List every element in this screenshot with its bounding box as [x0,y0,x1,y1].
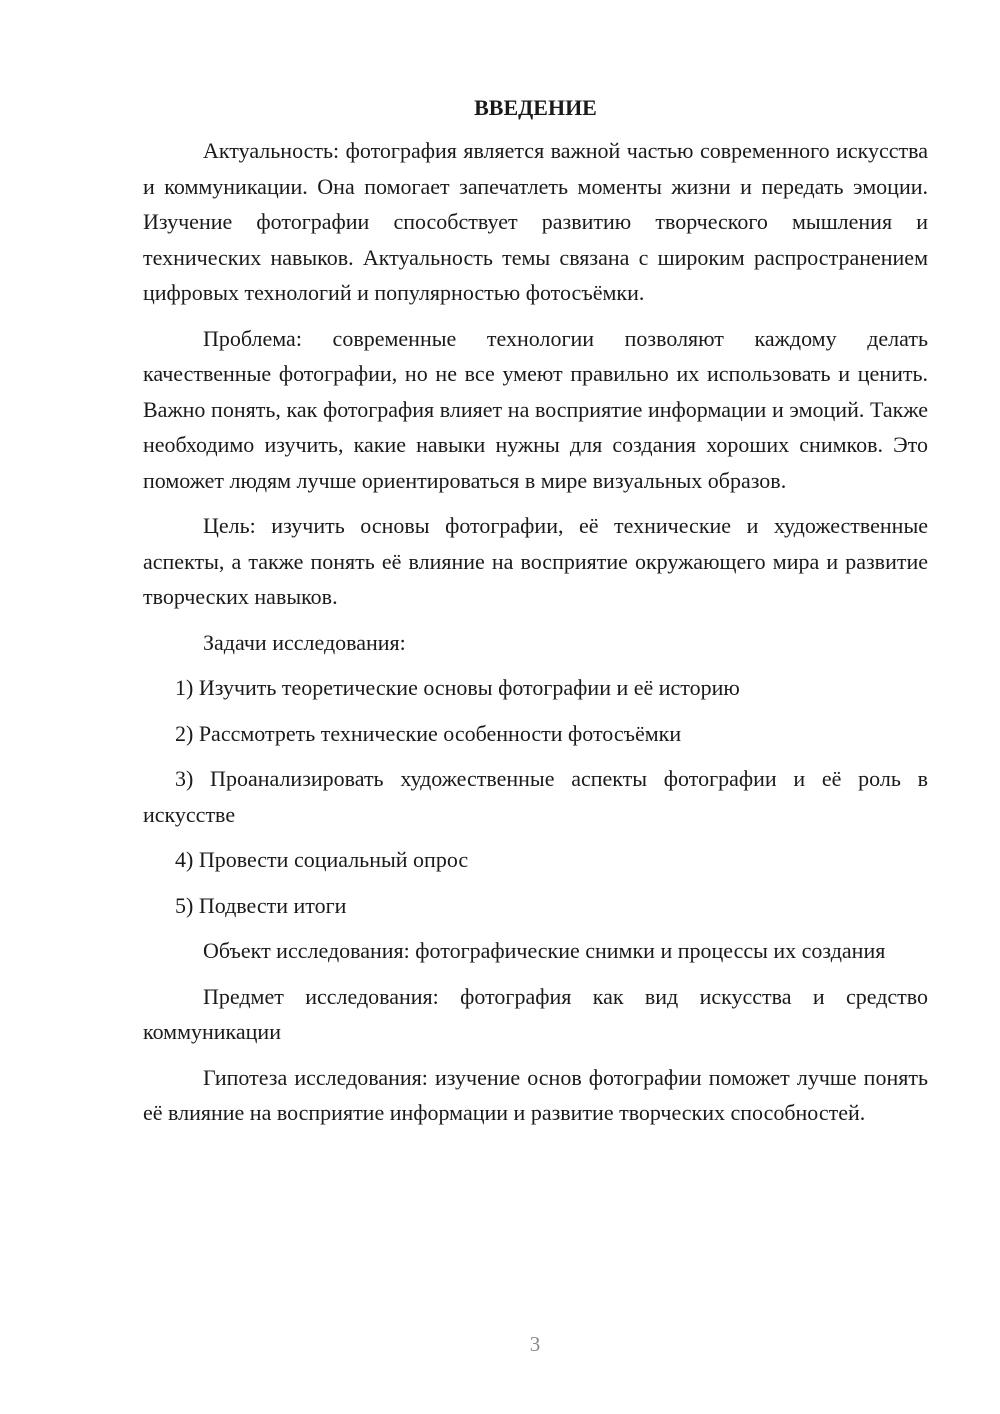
task-item: 5) Подвести итоги [175,892,347,918]
document-page [143,90,928,1141]
task-item: 4) Провести социальный опрос [175,847,469,872]
object-paragraph: Объект исследования: фотографические снимки и процессы их создания [203,938,886,963]
hypothesis-paragraph: Гипотеза исследования: изучение основ фотографии поможет лучше понять её влияние на восприятие информации и развитие творческих способностей. [143,1064,928,1125]
section-heading: ВВЕДЕНИЕ [474,95,597,120]
goal-paragraph: Цель: изучить основы фотографии, её технические и художественные аспекты, а также понять её влияние на восприятие окружающего мира и развитие творческих навыков. [143,513,928,609]
task-item: 3) Проанализировать художественные аспекты фотографии и её роль в искусстве [143,766,928,827]
task-item: 2) Рассмотреть технические особенности фотосъёмки [175,720,682,746]
problem-paragraph: Проблема: современные технологии позволяют каждому делать качественные фотографии, но не все умеют правильно их использовать и ценить. Важно понять, как фотография влияет на восприятие информации и эмоций. Также необходимо изучить, какие навыки нужны для создания хороших снимков. Это поможет людям лучше ориентироваться в мире визуальных образов. [143,325,928,493]
subject-paragraph: Предмет исследования: фотография как вид искусства и средство коммуникации [143,983,928,1044]
page-number: 3 [529,1332,541,1356]
relevance-paragraph: Актуальность: фотография является важной частью современного искусства и коммуникации. Она помогает запечатлеть моменты жизни и передать эмоции. Изучение фотографии способствует развитию творческого мышления и технических навыков. Актуальность темы связана с широким распространением цифровых технологий и популярностью фотосъёмки. [143,138,928,305]
task-item: 1) Изучить теоретические основы фотографии и её историю [175,675,740,700]
tasks-title: Задачи исследования: [203,629,406,655]
